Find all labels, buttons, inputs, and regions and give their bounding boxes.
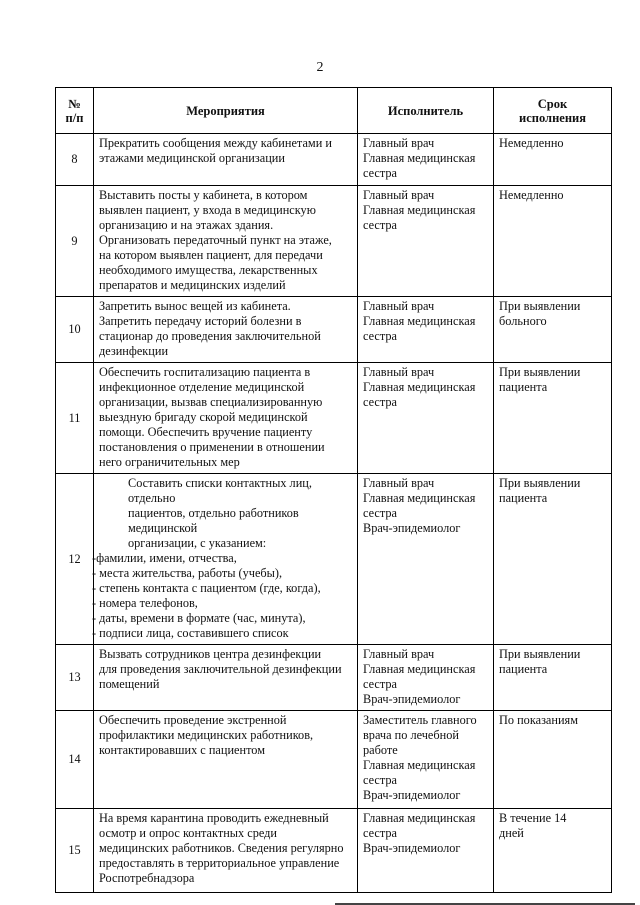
- row-number: 11: [56, 363, 94, 474]
- measure-cell: Запретить вынос вещей из кабинета. Запретить передачу историй болезни в стационар до проведения заключительной дезинфекции: [94, 297, 358, 363]
- table-row: [56, 711, 612, 809]
- executor-cell: Главный врач Главная медицинская сестра Врач-эпидемиолог: [358, 474, 494, 645]
- executor-cell: Главный врач Главная медицинская сестра: [358, 186, 494, 297]
- table-row: [56, 363, 612, 474]
- page-number: 2: [316, 60, 324, 75]
- row-number: 14: [56, 711, 94, 809]
- row-number: 15: [56, 809, 94, 893]
- executor-cell: Главная медицинская сестра Врач-эпидемиолог: [358, 809, 494, 893]
- table-row: [56, 645, 612, 711]
- contact-details-list: [92, 551, 353, 641]
- executor-cell: Главный врач Главная медицинская сестра: [358, 297, 494, 363]
- measure-cell: На время карантина проводить ежедневный осмотр и опрос контактных среди медицинских работников. Сведения регулярно предоставлять в территориальное управление Роспотребнадзора: [94, 809, 358, 893]
- executor-cell: Главный врач Главная медицинская сестра: [358, 134, 494, 186]
- row-number: 13: [56, 645, 94, 711]
- list-item: - номера телефонов,: [92, 596, 198, 610]
- deadline-cell: При выявлении пациента: [494, 645, 612, 711]
- list-item: -фамилии, имени, отчества,: [92, 551, 237, 565]
- row-number: 8: [56, 134, 94, 186]
- list-item: - подписи лица, составившего список: [92, 626, 289, 640]
- row-number: 9: [56, 186, 94, 297]
- header-executor: Исполнитель: [358, 88, 494, 134]
- measure-cell: Прекратить сообщения между кабинетами и этажами медицинской организации: [94, 134, 358, 186]
- measure-cell: Выставить посты у кабинета, в котором выявлен пациент, у входа в медицинскую организацию и на этажах здания. Организовать передаточный пункт на этаже, на котором выявлен пациент, для передачи необходимого имущества, лекарственных препаратов и медицинских изделий: [94, 186, 358, 297]
- measure-cell: Обеспечить проведение экстренной профилактики медицинских работников, контактировавших с пациентом: [94, 711, 358, 809]
- table-row: [56, 297, 612, 363]
- deadline-cell: Немедленно: [494, 186, 612, 297]
- deadline-cell: При выявлении пациента: [494, 363, 612, 474]
- deadline-cell: В течение 14 дней: [494, 809, 612, 893]
- table-row: [56, 474, 612, 645]
- executor-cell: Главный врач Главная медицинская сестра Врач-эпидемиолог: [358, 645, 494, 711]
- measure-cell: Вызвать сотрудников центра дезинфекции для проведения заключительной дезинфекции помещений: [94, 645, 358, 711]
- deadline-cell: При выявлении пациента: [494, 474, 612, 645]
- row-number: 12: [56, 474, 94, 645]
- deadline-cell: По показаниям: [494, 711, 612, 809]
- table-header-row: [56, 88, 612, 134]
- measures-table: [55, 87, 612, 893]
- list-item: - степень контакта с пациентом (где, когда),: [92, 581, 321, 595]
- table-row: [56, 134, 612, 186]
- list-item: - даты, времени в формате (час, минута),: [92, 611, 306, 625]
- deadline-cell: При выявлении больного: [494, 297, 612, 363]
- executor-cell: Заместитель главного врача по лечебной работе Главная медицинская сестра Врач-эпидемиолог: [358, 711, 494, 809]
- header-measures: Мероприятия: [94, 88, 358, 134]
- row-number: 10: [56, 297, 94, 363]
- header-num: № п/п: [56, 88, 94, 134]
- list-item: - места жительства, работы (учебы),: [92, 566, 283, 580]
- header-deadline: Срок исполнения: [494, 88, 612, 134]
- executor-cell: Главный врач Главная медицинская сестра: [358, 363, 494, 474]
- measure-cell: Составить списки контактных лиц, отдельно пациентов, отдельно работников медицинской организации, с указанием: -фамилии, имени, отчества, - места жительства, работы (учебы), - степень контакта с пациентом (где, когда), - номера телефонов, - даты, времени в формате (час, минута), - подписи лица, составившего список: [94, 474, 358, 645]
- table-row: [56, 809, 612, 893]
- table-row: [56, 186, 612, 297]
- deadline-cell: Немедленно: [494, 134, 612, 186]
- measure-cell: Обеспечить госпитализацию пациента в инфекционное отделение медицинской организации, вызвав специализированную выездную бригаду скорой медицинской помощи. Обеспечить вручение пациенту постановления о применении в отношении него ограничительных мер: [94, 363, 358, 474]
